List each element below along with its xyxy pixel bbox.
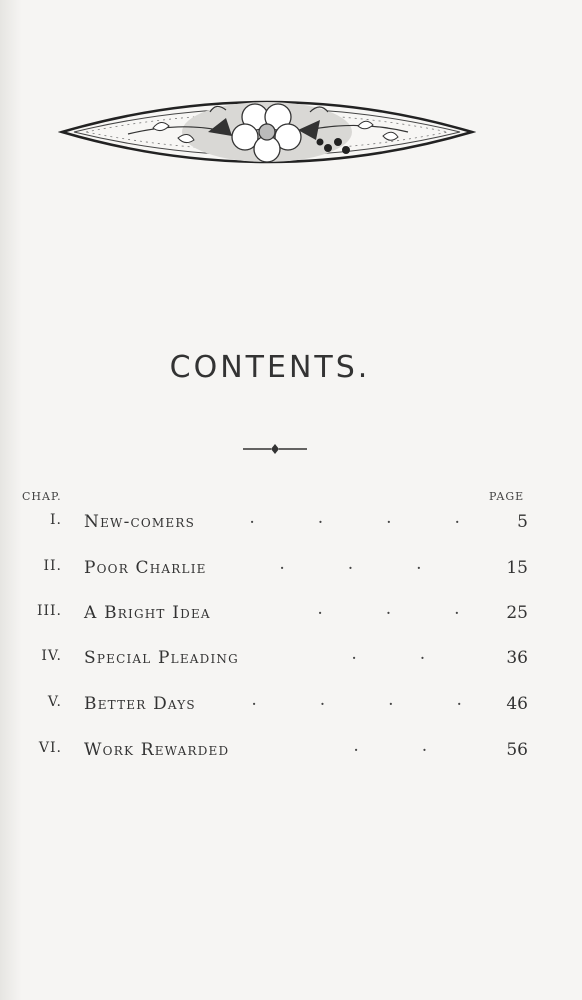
chapter-number: II. bbox=[43, 558, 62, 574]
toc-entry bbox=[0, 512, 582, 542]
page-number: 46 bbox=[506, 694, 528, 714]
chapter-number: I. bbox=[50, 512, 62, 528]
chapter-title: New-comers bbox=[84, 512, 196, 532]
page-title: CONTENTS. bbox=[169, 350, 371, 385]
chapter-number: IV. bbox=[41, 648, 62, 664]
page-number: 25 bbox=[506, 603, 528, 623]
leader-dots: . . bbox=[352, 648, 425, 662]
chapter-title: A Bright Idea bbox=[84, 603, 211, 623]
page-column-header: PAGE bbox=[489, 490, 525, 503]
chapter-title: Better Days bbox=[84, 694, 196, 714]
leader-dots: . . . . bbox=[250, 512, 460, 526]
page-number: 56 bbox=[506, 740, 528, 760]
toc-entry bbox=[0, 558, 582, 588]
chapter-title: Poor Charlie bbox=[84, 558, 207, 578]
toc-entry bbox=[0, 648, 582, 678]
leader-dots: . . . . bbox=[252, 694, 462, 708]
page-number: 15 bbox=[506, 558, 528, 578]
chapter-number: III. bbox=[36, 603, 62, 619]
chapter-column-header: CHAP. bbox=[22, 490, 62, 503]
chapter-number: VI. bbox=[38, 740, 62, 756]
leader-dots: . . bbox=[354, 740, 427, 754]
page-number: 36 bbox=[506, 648, 528, 668]
toc-entry bbox=[0, 740, 582, 770]
chapter-title: Work Rewarded bbox=[84, 740, 230, 760]
page-gutter-shadow bbox=[0, 0, 22, 1000]
floral-ornament-icon bbox=[58, 82, 476, 184]
leader-dots: . . . bbox=[318, 603, 459, 617]
toc-entry bbox=[0, 694, 582, 724]
page-number: 5 bbox=[517, 512, 528, 532]
chapter-title: Special Pleading bbox=[84, 648, 239, 668]
chapter-number: V. bbox=[47, 694, 62, 710]
toc-entry bbox=[0, 603, 582, 633]
leader-dots: . . . bbox=[280, 558, 421, 572]
divider-ornament-icon bbox=[243, 443, 307, 455]
